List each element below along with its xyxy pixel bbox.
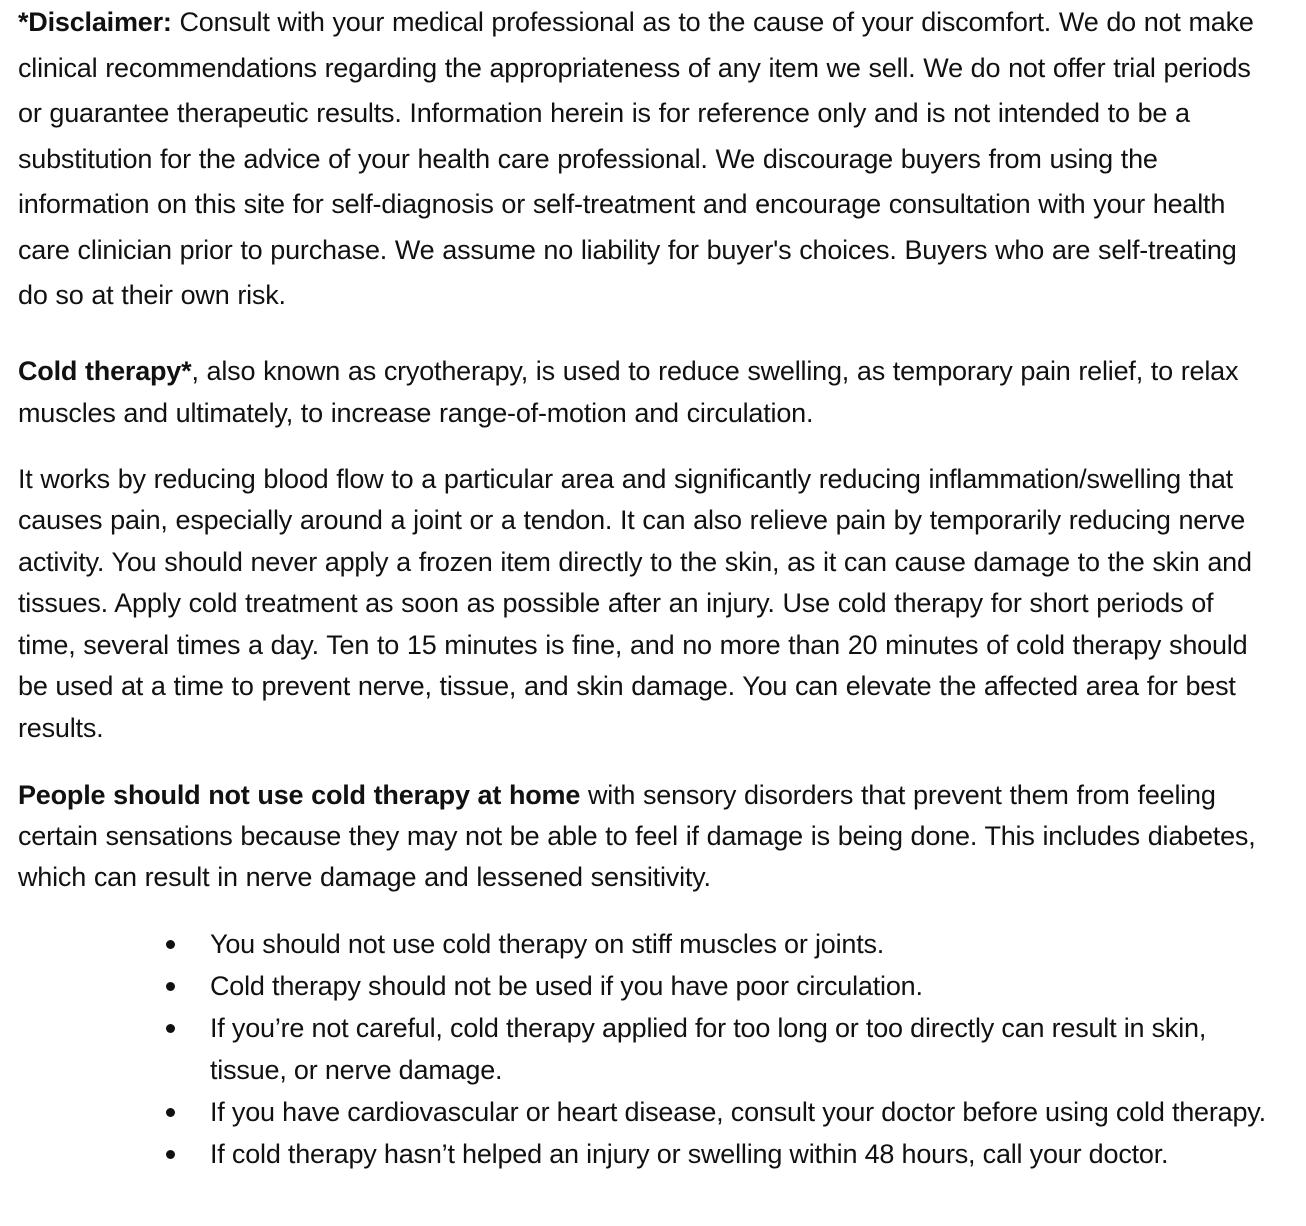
list-item	[210, 923, 1266, 965]
list-item	[210, 1091, 1266, 1133]
cold-therapy-paragraph	[18, 350, 1266, 434]
cold-therapy-text: , also known as cryotherapy, is used to reduce swelling, as temporary pain relief, to relax muscles and ultimately, to increase range-of-motion and circulation.	[18, 355, 1239, 428]
how-it-works-paragraph: It works by reducing blood flow to a particular area and significantly reducing inflammation/swelling that causes pain, especially around a joint or a tendon. It can also relieve pain by temporarily reducing nerve activity. You should never apply a frozen item directly to the skin, as it can cause damage to the skin and tissues. Apply cold treatment as soon as possible after an injury. Use cold therapy for short periods of time, several times a day. Ten to 15 minutes is fine, and no more than 20 minutes of cold therapy should be used at a time to prevent nerve, tissue, and skin damage. You can elevate the affected area for best results.	[18, 463, 1252, 743]
contraindications-list	[18, 923, 1266, 1175]
list-item	[210, 965, 1266, 1007]
list-item	[210, 1007, 1266, 1091]
list-item	[210, 1133, 1266, 1175]
disclaimer-paragraph	[18, 0, 1266, 319]
list-item-text: If you’re not careful, cold therapy applied for too long or too directly can result in skin, tissue, or nerve damage.	[210, 1013, 1207, 1085]
list-item-text: Cold therapy should not be used if you have poor circulation.	[210, 971, 923, 1001]
list-item-text: You should not use cold therapy on stiff muscles or joints.	[210, 929, 885, 959]
warning-text: with sensory disorders that prevent them from feeling certain sensations because they may not be able to feel if damage is being done. This includes diabetes, which can result in nerve damage and lessened sensitivity.	[18, 780, 1256, 892]
disclaimer-heading: *Disclaimer:	[18, 7, 172, 37]
bullet-icon	[166, 1150, 175, 1159]
disclaimer-text: Consult with your medical professional as to the cause of your discomfort. We do not make clinical recommendations regarding the appropriateness of any item we sell. We do not offer trial periods or guarantee therapeutic results. Information herein is for reference only and is not intended to be a substitution for the advice of your health care professional. We discourage buyers from using the information on this site for self-diagnosis or self-treatment and encourage consultation with your health care clinician prior to purchase. We assume no liability for buyer's choices. Buyers who are self-treating do so at their own risk.	[18, 7, 1254, 310]
warning-heading: People should not use cold therapy at home	[18, 780, 581, 810]
warning-paragraph	[18, 775, 1266, 898]
list-item-text: If cold therapy hasn’t helped an injury or swelling within 48 hours, call your doctor.	[210, 1139, 1169, 1169]
list-item-text: If you have cardiovascular or heart disease, consult your doctor before using cold therapy.	[210, 1097, 1266, 1127]
bullet-icon	[166, 1024, 175, 1033]
bullet-icon	[166, 982, 175, 991]
cold-therapy-heading: Cold therapy*	[18, 355, 192, 386]
bullet-icon	[166, 940, 175, 949]
bullet-icon	[166, 1108, 175, 1117]
